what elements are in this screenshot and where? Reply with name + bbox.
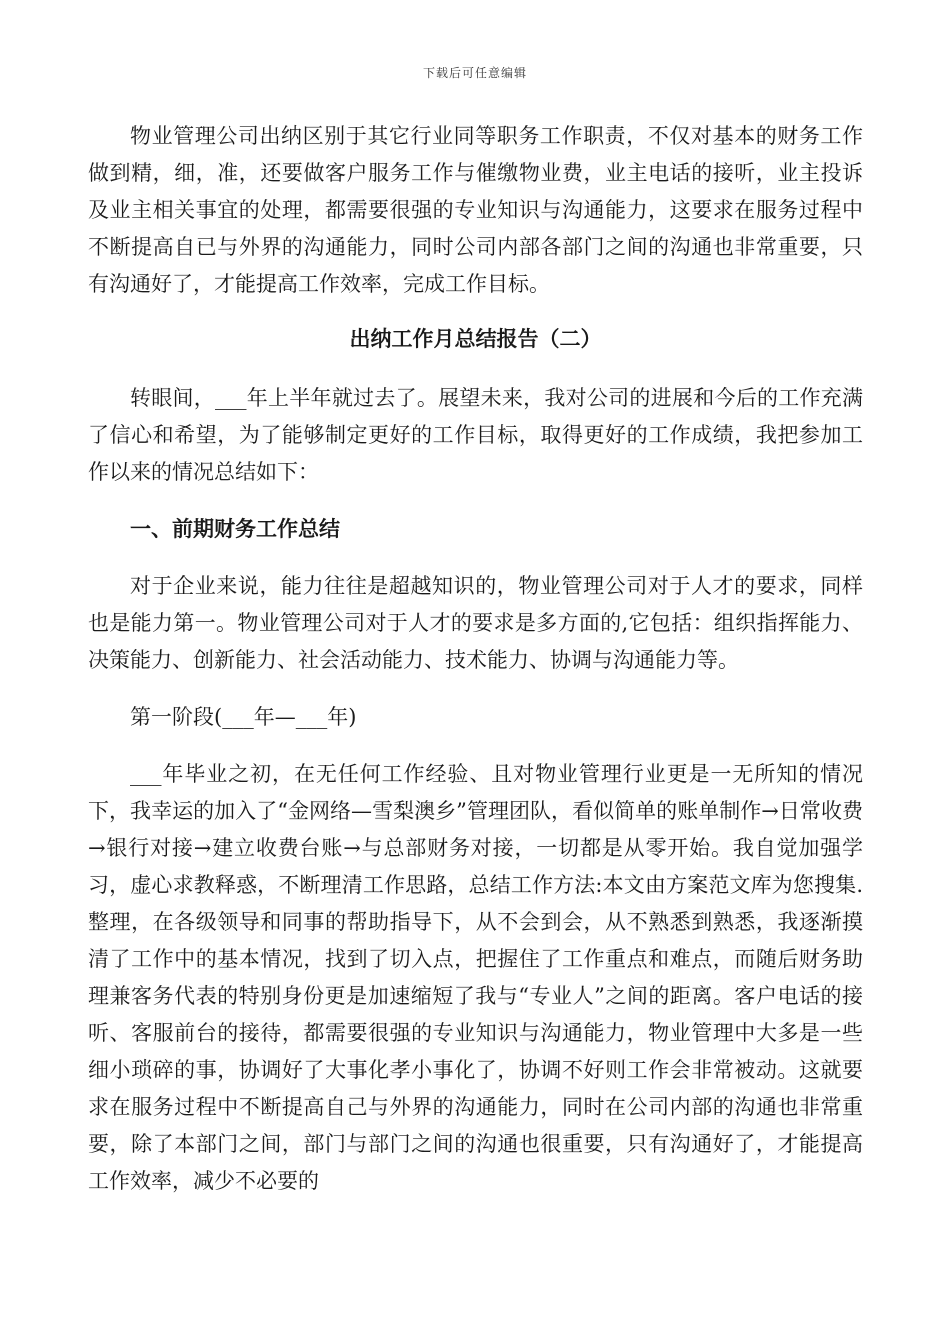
page-header: 下载后可任意编辑	[422, 66, 527, 80]
section-heading: 一、前期财务工作总结	[130, 517, 340, 541]
paragraph-stage-detail: ___年毕业之初，在无任何工作经验、且对物业管理行业更是一无所知的情况下，我幸运的加入了“金网络—雪梨澳乡”管理团队，看似简单的账单制作→日常收费→银行对接→建立收费台账→与总部财务对接，一切都是从零开始。我自觉加强学习，虚心求教释惑，不断理清工作思路，总结工作方法:本文由方案范文库为您搜集.整理，在各级领导和同事的帮助指导下，从不会到会，从不熟悉到熟悉，我逐渐摸清了工作中的基本情况，找到了切入点，把握住了工作重点和难点，而随后财务助理兼客务代表的特别身份更是加速缩短了我与“专业人”之间的距离。客户电话的接听、客服前台的接待，都需要很强的专业知识与沟通能力，物业管理中大多是一些细小琐碎的事，协调好了大事化孝小事化了，协调不好则工作会非常被动。这就要求在服务过程中不断提高自己与外界的沟通能力，同时在公司内部的沟通也非常重要，除了本部门之间，部门与部门之间的沟通也很重要，只有沟通好了，才能提高工作效率，减少不必要的	[88, 762, 863, 1193]
document-title: 出纳工作月总结报告（二）	[349, 327, 602, 351]
document-body	[88, 118, 863, 1200]
paragraph-opening: 转眼间，___年上半年就过去了。展望未来，我对公司的进展和今后的工作充满了信心和希望，为了能够制定更好的工作目标，取得更好的工作成绩，我把参加工作以来的情况总结如下：	[88, 386, 863, 484]
paragraph-intro: 物业管理公司出纳区别于其它行业同等职务工作职责，不仅对基本的财务工作做到精，细，准，还要做客户服务工作与催缴物业费，业主电话的接听，业主投诉及业主相关事宜的处理，都需要很强的专业知识与沟通能力，这要求在服务过程中不断提高自已与外界的沟通能力，同时公司内部各部门之间的沟通也非常重要，只有沟通好了，才能提高工作效率，完成工作目标。	[88, 124, 863, 296]
paragraph-stage-label: 第一阶段(___年—___年)	[130, 705, 357, 729]
paragraph-ability: 对于企业来说，能力往往是超越知识的，物业管理公司对于人才的要求，同样也是能力第一。物业管理公司对于人才的要求是多方面的,它包括：组织指挥能力、决策能力、创新能力、社会活动能力、技术能力、协调与沟通能力等。	[88, 574, 863, 672]
